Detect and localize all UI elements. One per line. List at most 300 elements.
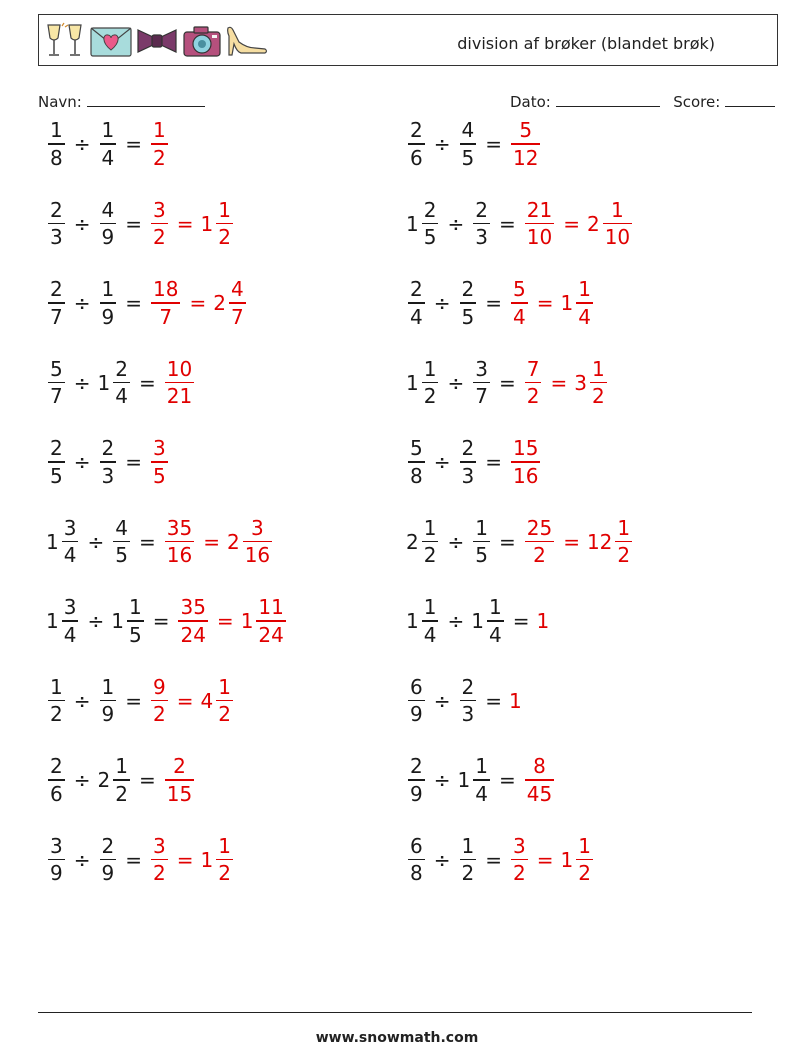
fraction [165, 515, 194, 568]
footer-url: www.snowmath.com [315, 1030, 479, 1046]
mixed-number [509, 120, 542, 168]
numerator: 2 [423, 197, 437, 222]
problem-10 [406, 432, 542, 492]
answer [149, 279, 248, 327]
fraction [165, 756, 194, 804]
numerator: 5 [519, 118, 533, 143]
whole-part: 2 [213, 291, 226, 315]
fraction [603, 197, 632, 250]
numerator: 1 [218, 674, 231, 699]
fraction [511, 120, 540, 168]
fraction [48, 438, 65, 486]
fraction [151, 279, 180, 327]
mixed-number [509, 833, 530, 886]
score-label: Score: [673, 93, 721, 111]
mixed-number [98, 674, 119, 727]
denominator: 10 [526, 225, 553, 250]
numerator: 1 [578, 833, 591, 858]
equals-sign: = [176, 688, 194, 713]
equals-sign: = [536, 847, 554, 872]
answer [163, 756, 196, 804]
answer [523, 515, 634, 568]
mixed-number [46, 597, 80, 645]
mixed-number [149, 279, 182, 327]
denominator: 3 [101, 463, 115, 488]
fraction [151, 197, 168, 250]
numerator: 7 [526, 356, 540, 381]
mixed-number [586, 197, 634, 250]
denominator: 3 [461, 463, 475, 488]
mixed-number [471, 515, 492, 568]
whole-part: 2 [406, 529, 419, 554]
fraction [113, 515, 130, 568]
date-score-fields [510, 92, 775, 111]
answer [523, 356, 609, 409]
answer [509, 689, 523, 713]
numerator: 1 [101, 674, 115, 699]
answer [149, 120, 170, 168]
mixed-number [98, 438, 119, 486]
numerator: 1 [461, 833, 475, 858]
numerator: 6 [410, 674, 423, 699]
mixed-number [458, 756, 492, 804]
fraction [151, 120, 168, 168]
denominator: 9 [50, 861, 63, 886]
mixed-number [406, 833, 427, 886]
fraction [408, 674, 425, 727]
mixed-number [406, 597, 440, 645]
equals-sign: = [125, 211, 142, 236]
whole-part: 2 [586, 211, 600, 236]
fraction [48, 833, 65, 886]
divide-sign: ÷ [73, 688, 91, 713]
answer [536, 609, 550, 633]
mixed-number [111, 515, 132, 568]
whole-part: 1 [97, 370, 111, 395]
divide-sign: ÷ [87, 529, 105, 554]
whole-part: 1 [536, 609, 550, 633]
equals-sign: = [125, 847, 142, 872]
mixed-number [46, 120, 67, 168]
mixed-number [46, 197, 67, 250]
numerator: 1 [50, 118, 63, 143]
fraction [525, 756, 554, 804]
denominator: 2 [617, 543, 631, 568]
numerator: 2 [50, 197, 63, 222]
mixed-number [509, 438, 542, 486]
mixed-number [98, 756, 132, 804]
denominator: 9 [410, 781, 423, 806]
mixed-number [561, 279, 595, 327]
mixed-number [200, 197, 235, 250]
mixed-number [176, 597, 209, 645]
numerator: 1 [218, 197, 231, 222]
fraction [525, 515, 554, 568]
denominator: 3 [50, 225, 63, 250]
denominator: 5 [475, 543, 488, 568]
champagne-glasses-icon [43, 22, 87, 60]
answer [523, 756, 556, 804]
numerator: 2 [461, 674, 475, 699]
numerator: 1 [423, 515, 437, 540]
problem-16 [406, 671, 523, 731]
fraction [525, 197, 554, 250]
answer [149, 674, 235, 727]
mixed-number [46, 674, 67, 727]
problem-11 [46, 512, 274, 572]
fraction [243, 515, 272, 568]
fraction [408, 438, 425, 486]
answer [509, 438, 542, 486]
numerator: 1 [218, 833, 231, 858]
name-field [38, 92, 205, 111]
answer [509, 833, 595, 886]
denominator: 6 [50, 781, 63, 806]
mixed-number [200, 674, 235, 727]
equals-sign: = [125, 291, 142, 315]
denominator: 4 [513, 304, 526, 329]
whole-part: 1 [240, 609, 254, 633]
fraction [151, 833, 168, 886]
equals-sign: = [485, 847, 502, 872]
fraction [178, 597, 207, 645]
divide-sign: ÷ [73, 847, 91, 872]
fraction [100, 279, 117, 327]
denominator: 45 [526, 781, 553, 806]
numerator: 18 [153, 277, 179, 302]
divide-sign: ÷ [433, 291, 451, 315]
denominator: 2 [526, 384, 540, 409]
whole-part: 1 [200, 211, 214, 236]
denominator: 24 [180, 622, 206, 647]
problem-1 [46, 114, 170, 174]
mixed-number [523, 756, 556, 804]
mixed-number [111, 597, 145, 645]
mixed-number [406, 438, 427, 486]
whole-part: 3 [574, 370, 587, 395]
denominator: 8 [50, 145, 63, 170]
mixed-number [458, 833, 479, 886]
numerator: 2 [410, 277, 423, 302]
equals-sign: = [498, 529, 516, 554]
divide-sign: ÷ [73, 211, 91, 236]
numerator: 2 [101, 833, 115, 858]
bow-tie-icon [135, 22, 179, 60]
answer [149, 438, 170, 486]
fraction [100, 438, 117, 486]
denominator: 2 [423, 384, 437, 409]
mixed-number [98, 833, 119, 886]
denominator: 5 [461, 304, 475, 329]
denominator: 2 [218, 861, 231, 886]
equals-sign: = [563, 529, 580, 554]
mixed-number [98, 120, 119, 168]
whole-part: 1 [406, 211, 419, 236]
problem-4 [406, 194, 634, 254]
mixed-number [98, 279, 119, 327]
divide-sign: ÷ [447, 609, 465, 633]
mixed-number [406, 756, 427, 804]
mixed-number [406, 279, 427, 327]
fraction [473, 756, 490, 804]
denominator: 5 [115, 543, 128, 568]
fraction [48, 197, 65, 250]
numerator: 5 [50, 356, 63, 381]
denominator: 5 [461, 145, 475, 170]
denominator: 5 [128, 622, 142, 647]
problem-18 [406, 750, 556, 810]
denominator: 9 [101, 304, 115, 329]
equals-sign: = [138, 370, 156, 395]
whole-part: 1 [406, 370, 419, 395]
numerator: 3 [475, 356, 488, 381]
denominator: 2 [533, 543, 546, 568]
equals-sign: = [203, 529, 220, 554]
problem-12 [406, 512, 634, 572]
divide-sign: ÷ [73, 291, 91, 315]
equals-sign: = [176, 211, 194, 236]
numerator: 15 [513, 436, 539, 461]
numerator: 1 [578, 277, 591, 302]
equals-sign: = [550, 370, 568, 395]
mixed-number [509, 689, 523, 713]
equals-sign: = [125, 450, 142, 474]
mixed-number [97, 356, 132, 409]
fraction [408, 756, 425, 804]
mixed-number [523, 515, 556, 568]
numerator: 4 [461, 118, 475, 143]
divide-sign: ÷ [433, 847, 451, 872]
denominator: 2 [513, 861, 526, 886]
fraction [165, 356, 194, 409]
numerator: 1 [50, 674, 63, 699]
worksheet-title: division af brøker (blandet brøk) [457, 34, 715, 53]
numerator: 3 [63, 515, 77, 540]
mixed-number [560, 833, 595, 886]
mixed-number [149, 197, 170, 250]
divide-sign: ÷ [73, 450, 91, 474]
mixed-number [46, 833, 67, 886]
numerator: 4 [115, 515, 128, 540]
answer [149, 197, 235, 250]
numerator: 1 [591, 356, 605, 381]
problem-6 [406, 273, 595, 333]
fraction [576, 833, 593, 886]
whole-part: 1 [471, 609, 484, 633]
problem-7 [46, 353, 196, 413]
mixed-number [46, 515, 80, 568]
denominator: 4 [101, 145, 115, 170]
denominator: 5 [50, 463, 63, 488]
whole-part: 12 [586, 529, 613, 554]
answer [176, 597, 287, 645]
divide-sign: ÷ [87, 609, 105, 633]
numerator: 3 [153, 833, 166, 858]
fraction [113, 356, 130, 409]
header-icons [43, 21, 269, 61]
denominator: 16 [513, 463, 539, 488]
whole-part: 1 [560, 847, 574, 872]
fraction [511, 833, 528, 886]
numerator: 2 [461, 277, 475, 302]
numerator: 1 [475, 515, 488, 540]
denominator: 4 [423, 622, 437, 647]
problem-19 [46, 830, 235, 890]
mixed-number [46, 356, 67, 409]
mixed-number [46, 279, 67, 327]
love-letter-icon [89, 22, 133, 60]
fraction [460, 674, 477, 727]
numerator: 21 [526, 197, 553, 222]
whole-part: 1 [46, 609, 59, 633]
equals-sign: = [563, 211, 580, 236]
numerator: 5 [410, 436, 423, 461]
denominator: 16 [166, 543, 193, 568]
fraction [48, 356, 65, 409]
date-label: Dato: [510, 93, 551, 111]
equals-sign: = [485, 132, 502, 156]
mixed-number [149, 833, 170, 886]
denominator: 7 [50, 304, 63, 329]
numerator: 2 [475, 197, 488, 222]
mixed-number [471, 597, 505, 645]
whole-part: 4 [200, 688, 214, 713]
divide-sign: ÷ [73, 370, 91, 395]
numerator: 3 [50, 833, 63, 858]
denominator: 3 [461, 702, 475, 727]
fraction [100, 120, 117, 168]
fraction [460, 438, 477, 486]
fraction [48, 674, 65, 727]
denominator: 8 [410, 463, 423, 488]
mixed-number [149, 438, 170, 486]
denominator: 2 [578, 861, 591, 886]
denominator: 7 [230, 304, 244, 329]
answer [509, 120, 542, 168]
numerator: 5 [513, 277, 526, 302]
denominator: 9 [101, 861, 115, 886]
fraction [473, 515, 490, 568]
equals-sign: = [485, 291, 502, 315]
numerator: 2 [410, 754, 423, 779]
score-blank[interactable] [725, 92, 775, 107]
worksheet-header [38, 14, 778, 66]
mixed-number [574, 356, 608, 409]
mixed-number [458, 674, 479, 727]
denominator: 5 [423, 225, 437, 250]
divide-sign: ÷ [73, 768, 91, 792]
numerator: 2 [461, 436, 475, 461]
denominator: 4 [578, 304, 591, 329]
fraction [151, 674, 168, 727]
numerator: 1 [475, 754, 488, 779]
fraction [48, 756, 65, 804]
denominator: 6 [410, 145, 423, 170]
divide-sign: ÷ [433, 768, 451, 792]
equals-sign: = [138, 768, 156, 792]
mixed-number [46, 438, 67, 486]
fraction [408, 279, 425, 327]
fraction [576, 279, 593, 327]
mixed-number [471, 197, 492, 250]
equals-sign: = [152, 609, 170, 633]
name-blank[interactable] [87, 92, 205, 107]
whole-part: 2 [97, 768, 111, 792]
denominator: 2 [591, 384, 605, 409]
numerator: 1 [128, 595, 142, 620]
numerator: 1 [423, 356, 437, 381]
numerator: 3 [251, 515, 264, 540]
date-blank[interactable] [556, 92, 660, 107]
fraction [422, 356, 439, 409]
equals-sign: = [485, 450, 502, 474]
whole-part: 1 [406, 609, 419, 633]
equals-sign: = [138, 529, 156, 554]
fraction [590, 356, 607, 409]
whole-part: 1 [111, 609, 124, 633]
mixed-number [471, 356, 492, 409]
divide-sign: ÷ [73, 132, 91, 156]
denominator: 4 [488, 622, 502, 647]
problem-13 [46, 591, 288, 651]
numerator: 2 [173, 754, 186, 779]
mixed-number [458, 279, 479, 327]
denominator: 16 [244, 543, 271, 568]
denominator: 4 [63, 622, 77, 647]
denominator: 4 [475, 781, 488, 806]
mixed-number [406, 120, 427, 168]
mixed-number [200, 833, 235, 886]
whole-part: 1 [200, 847, 214, 872]
whole-part: 1 [560, 291, 574, 315]
mixed-number [149, 120, 170, 168]
equals-sign: = [176, 847, 194, 872]
numerator: 1 [115, 754, 128, 779]
problem-8 [406, 353, 609, 413]
equals-sign: = [125, 688, 142, 713]
numerator: 1 [153, 118, 166, 143]
mixed-number [46, 756, 67, 804]
mixed-number [523, 197, 556, 250]
denominator: 2 [461, 861, 475, 886]
problem-17 [46, 750, 196, 810]
problem-15 [46, 671, 235, 731]
denominator: 7 [475, 384, 488, 409]
numerator: 10 [166, 356, 193, 381]
problem-9 [46, 432, 170, 492]
numerator: 1 [423, 595, 437, 620]
numerator: 3 [153, 197, 166, 222]
mixed-number [213, 279, 247, 327]
numerator: 1 [611, 197, 624, 222]
fraction [62, 515, 79, 568]
mixed-number [523, 356, 544, 409]
fraction [460, 279, 477, 327]
numerator: 2 [115, 356, 128, 381]
whole-part: 1 [509, 688, 522, 713]
fraction [408, 120, 425, 168]
denominator: 2 [423, 543, 437, 568]
divide-sign: ÷ [447, 370, 465, 395]
mixed-number [163, 356, 196, 409]
numerator: 6 [410, 833, 423, 858]
denominator: 2 [153, 702, 166, 727]
camera-icon [181, 22, 223, 60]
divide-sign: ÷ [447, 211, 465, 236]
denominator: 15 [166, 781, 193, 806]
denominator: 9 [101, 225, 115, 250]
denominator: 2 [218, 702, 231, 727]
